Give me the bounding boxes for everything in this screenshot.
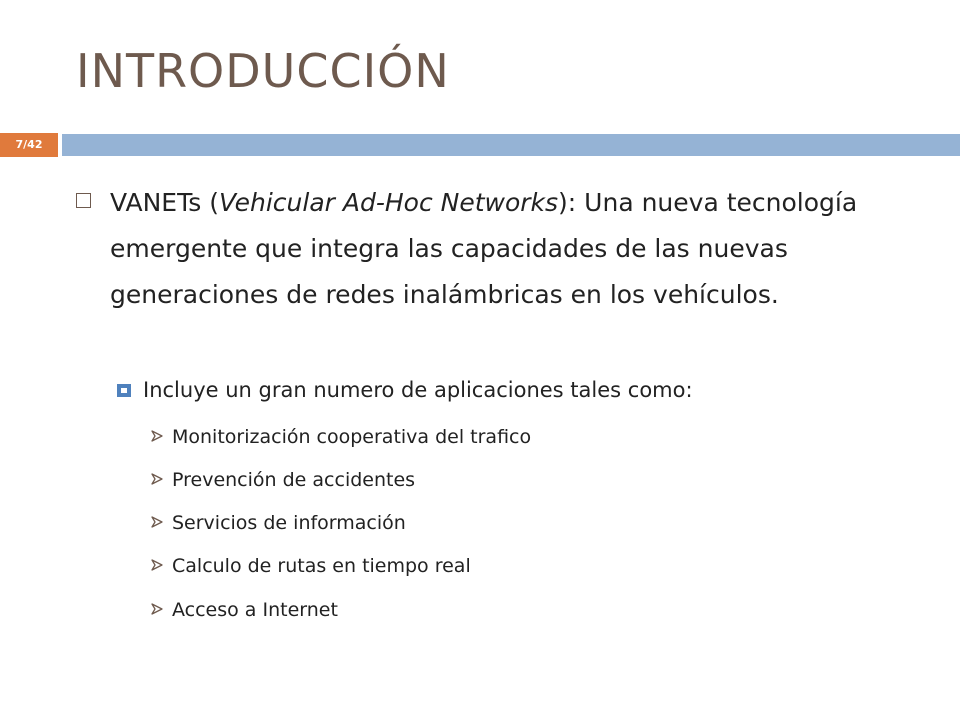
page-number-badge: 7/42 bbox=[0, 133, 58, 157]
list-item: Acceso a Internet bbox=[172, 599, 338, 621]
list-item: Servicios de información bbox=[172, 512, 406, 534]
arrowhead-bullet-icon bbox=[150, 558, 164, 572]
bullet-level2-text: Incluye un gran numero de aplicaciones tales como: bbox=[143, 378, 693, 402]
hollow-square-icon bbox=[76, 193, 91, 208]
bullet-level1-rest: ): Una nueva tecnología emergente que integra las capacidades de las nuevas generaciones de redes inalámbricas en los vehículos. bbox=[110, 188, 858, 309]
arrowhead-bullet-icon bbox=[150, 602, 164, 616]
bullet-level1-lead: VANETs ( bbox=[110, 188, 219, 217]
arrowhead-bullet-icon bbox=[150, 515, 164, 529]
list-item: Prevención de accidentes bbox=[172, 469, 416, 491]
list-item: Calculo de rutas en tiempo real bbox=[172, 555, 471, 577]
list-item: Monitorización cooperativa del trafico bbox=[172, 426, 532, 448]
arrowhead-bullet-icon bbox=[150, 429, 164, 443]
slide-title: INTRODUCCIÓN bbox=[76, 44, 450, 98]
bullet-level1-italic: Vehicular Ad-Hoc Networks bbox=[218, 188, 559, 217]
arrowhead-bullet-icon bbox=[150, 472, 164, 486]
bullet-level1-text bbox=[110, 180, 900, 318]
square-bullet-icon bbox=[117, 384, 131, 397]
